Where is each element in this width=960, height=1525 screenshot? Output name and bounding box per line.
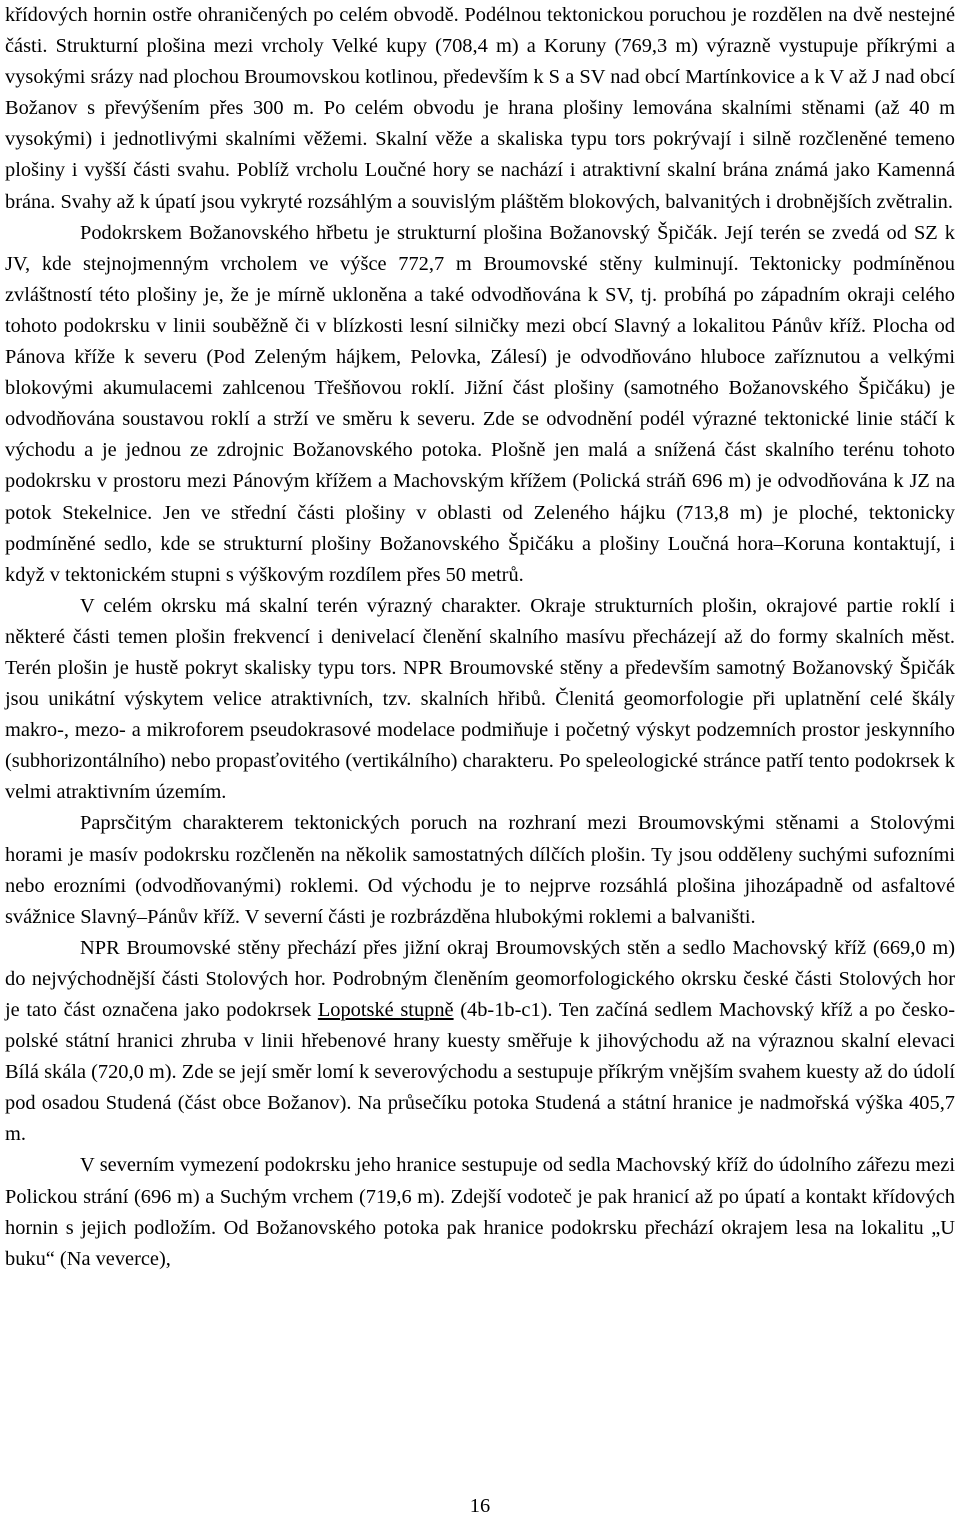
paragraph-5-text-before: NPR Broumovské stěny přechází přes jižní okraj Broumovských stěn a sedlo Machovský kříž (669,0 m) do nejvýchodnější části Stolových hor. Podrobným členěním geomorfologického okrsku české části Stolových hor je tato část označena jako podokrsek <box>5 936 955 1021</box>
lopotske-stupne-link[interactable]: Lopotské stupně <box>317 999 454 1021</box>
paragraph-1: křídových hornin ostře ohraničených po celém obvodě. Podélnou tektonickou poruchou je rozdělen na dvě nestejné části. Strukturní plošina mezi vrcholy Velké kupy (708,4 m) a Koruny (769,3 m) výrazně vystupuje příkrými a vysokými srázy nad plochou Broumovskou kotlinou, především k S a SV nad obcí Martínkovice a k V až J nad obcí Božanov s převýšením přes 300 m. Po celém obvodu je hrana plošiny lemována skalními stěnami (až 40 m vysokými) i jednotlivými skalními věžemi. Skalní věže a skaliska typu tors pokrývají i silně rozčleněné temeno plošiny i vyšší části svahu. Poblíž vrcholu Loučné hory se nachází i atraktivní skalní brána známá jako Kamenná brána. Svahy až k úpatí jsou vykryté rozsáhlým a souvislým pláštěm blokových, balvanitých i drobnějších zvětralin. <box>5 4 955 213</box>
document-page <box>5 0 955 1275</box>
page-number: 16 <box>469 1495 491 1517</box>
paragraph-5-text-after: (4b-1b-c1). Ten začíná sedlem Machovský kříž a po česko-polské státní hranici zhruba v linii hřebenové hrany kuesty směřuje k jihovýchodu až na výraznou skalní elevaci Bílá skála (720,0 m). Zde se její směr lomí k severovýchodu a sestupuje příkrým vnějším svahem kuesty až do údolí pod osadou Studená (část obce Božanov). Na průsečíku potoka Studená a státní hranice je nadmořská výška 405,7 m. <box>5 999 955 1146</box>
paragraph-4: Paprsčitým charakterem tektonických poruch na rozhraní mezi Broumovskými stěnami a Stolovými horami je masív podokrsku rozčleněn na několik samostatných dílčích plošin. Ty jsou odděleny suchými sufozními nebo erozními (odvodňovanými) roklemi. Od východu je to nejprve rozsáhlá plošina jihozápadně od asfaltové svážnice Slavný–Pánův kříž. V severní části je rozbrázděna hlubokými roklemi a balvaništi. <box>5 812 955 928</box>
paragraph-2: Podokrskem Božanovského hřbetu je strukturní plošina Božanovský Špičák. Její terén se zvedá od SZ k JV, kde stejnojmenným vrcholem ve výšce 772,7 m Broumovské stěny kulminují. Tektonicky podmíněnou zvláštností této plošiny je, že je mírně ukloněna a také odvodňována k SV, tj. probíhá po západním okraji celého tohoto podokrsku v linii souběžně či v blízkosti lesní silničky mezi obcí Slavný a lokalitou Pánův kříž. Plocha od Pánova kříže k severu (Pod Zeleným hájkem, Pelovka, Zálesí) je odvodňováno hluboce zaříznutou a velkými blokovými akumulacemi zahlcenou Třešňovou roklí. Jižní část plošiny (samotného Božanovského Špičáku) je odvodňována soustavou roklí a strží ve směru k severu. Zde se odvodnění podél výrazné tektonické linie stáčí k východu a je jednou ze zdrojnic Božanovského potoka. Plošně jen malá a snížená část skalního terénu tohoto podokrsku v prostoru mezi Pánovým křížem a Machovským křížem (Polická stráň 696 m) je odvodňována k JZ na potok Stekelnice. Jen ve střední části plošiny v oblasti od Zeleného hájku (713,8 m) je ploché, tektonicky podmíněné sedlo, kde se strukturní plošiny Božanovského Špičáku a plošiny Loučná hora–Koruna kontaktují, i když v tektonickém stupni s výškovým rozdílem přes 50 metrů. <box>5 221 955 586</box>
paragraph-3: V celém okrsku má skalní terén výrazný charakter. Okraje strukturních plošin, okrajové partie roklí i některé části temen plošin frekvencí i denivelací členění skalního masívu přecházejí až do formy skalních měst. Terén plošin je hustě pokryt skalisky typu tors. NPR Broumovské stěny a především samotný Božanovský Špičák jsou unikátní výskytem velice atraktivních, tzv. skalních hřibů. Členitá geomorfologie při uplatnění celé škály makro-, mezo- a mikroforem pseudokrasové modelace podmiňuje i početný výskyt podzemních prostor jeskynního (subhorizontálního) nebo propasťovitého (vertikálního) charakteru. Po speleologické stránce patří tento podokrsek k velmi atraktivním územím. <box>5 594 955 804</box>
paragraph-6: V severním vymezení podokrsku jeho hranice sestupuje od sedla Machovský kříž do údolního zářezu mezi Polickou strání (696 m) a Suchým vrchem (719,6 m). Zdejší vodoteč je pak hranicí až po úpatí a kontakt křídových hornin s jejich podložím. Od Božanovského potoka pak hranice podokrsku přechází okrajem lesa na lokalitu „U buku“ (Na veverce), <box>5 1154 955 1270</box>
paragraph-5 <box>5 933 955 1151</box>
